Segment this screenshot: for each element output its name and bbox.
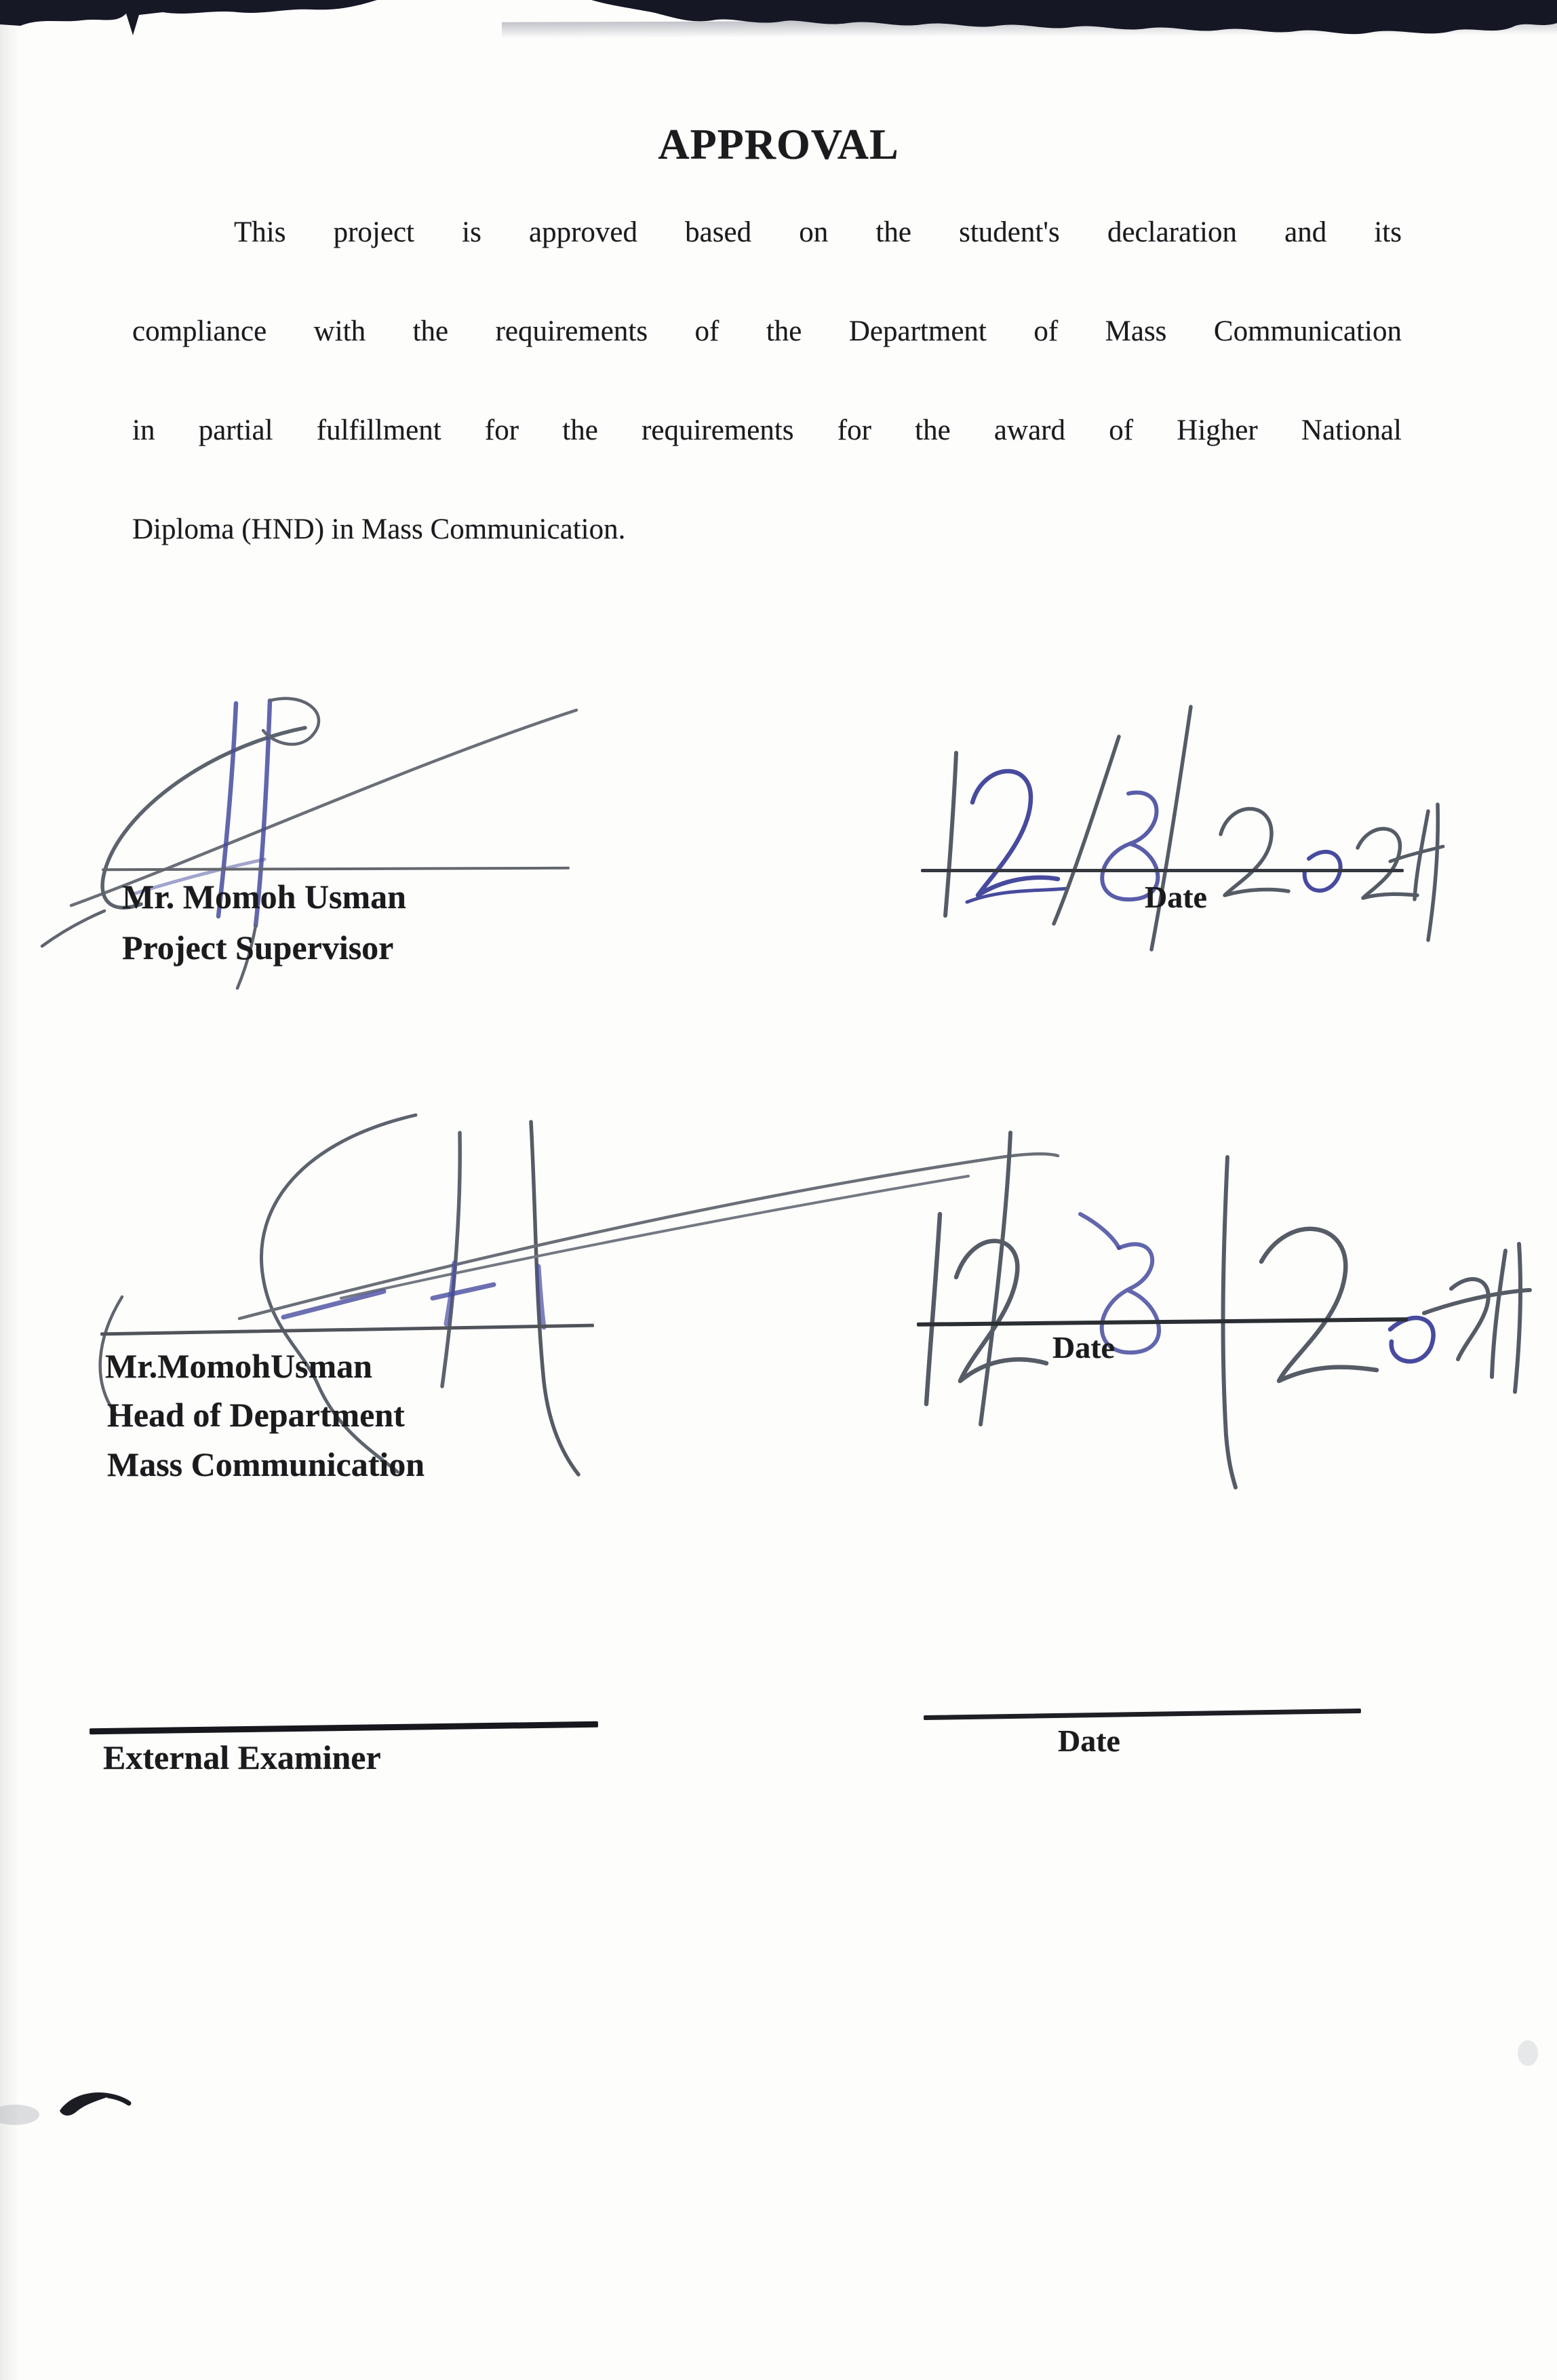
page-title: APPROVAL <box>658 120 899 168</box>
hod-date-handwriting <box>907 1118 1531 1498</box>
external-examiner-role: External Examiner <box>103 1738 381 1776</box>
paragraph-line: Diploma (HND) in Mass Communication. <box>132 513 626 545</box>
paragraph-line: This project is approved based on the student's declaration and its <box>234 216 1402 248</box>
hod-department: Mass Communication <box>107 1445 425 1483</box>
external-examiner-signature-line <box>90 1721 598 1734</box>
approval-paragraph <box>132 183 1402 579</box>
scan-artifact-bottom-left <box>0 2082 149 2143</box>
supervisor-date-label: Date <box>1145 880 1207 914</box>
scan-artifact-top <box>0 0 1557 47</box>
external-examiner-date-line <box>924 1709 1361 1720</box>
hod-role: Head of Department <box>107 1396 405 1434</box>
external-examiner-date-label: Date <box>1058 1723 1120 1758</box>
supervisor-date-line <box>921 869 1404 872</box>
supervisor-name: Mr. Momoh Usman <box>122 878 406 916</box>
hod-date-label: Date <box>1052 1330 1115 1365</box>
scan-edge-shading <box>0 0 19 2380</box>
supervisor-role: Project Supervisor <box>122 929 394 967</box>
hod-name: Mr.MomohUsman <box>105 1347 372 1385</box>
paragraph-line: in partial fulfillment for the requirements for the award of Higher National <box>132 414 1402 446</box>
scan-artifact-bottom-right <box>1518 2040 1538 2066</box>
paragraph-line: compliance with the requirements of the Department of Mass Communication <box>132 315 1402 347</box>
